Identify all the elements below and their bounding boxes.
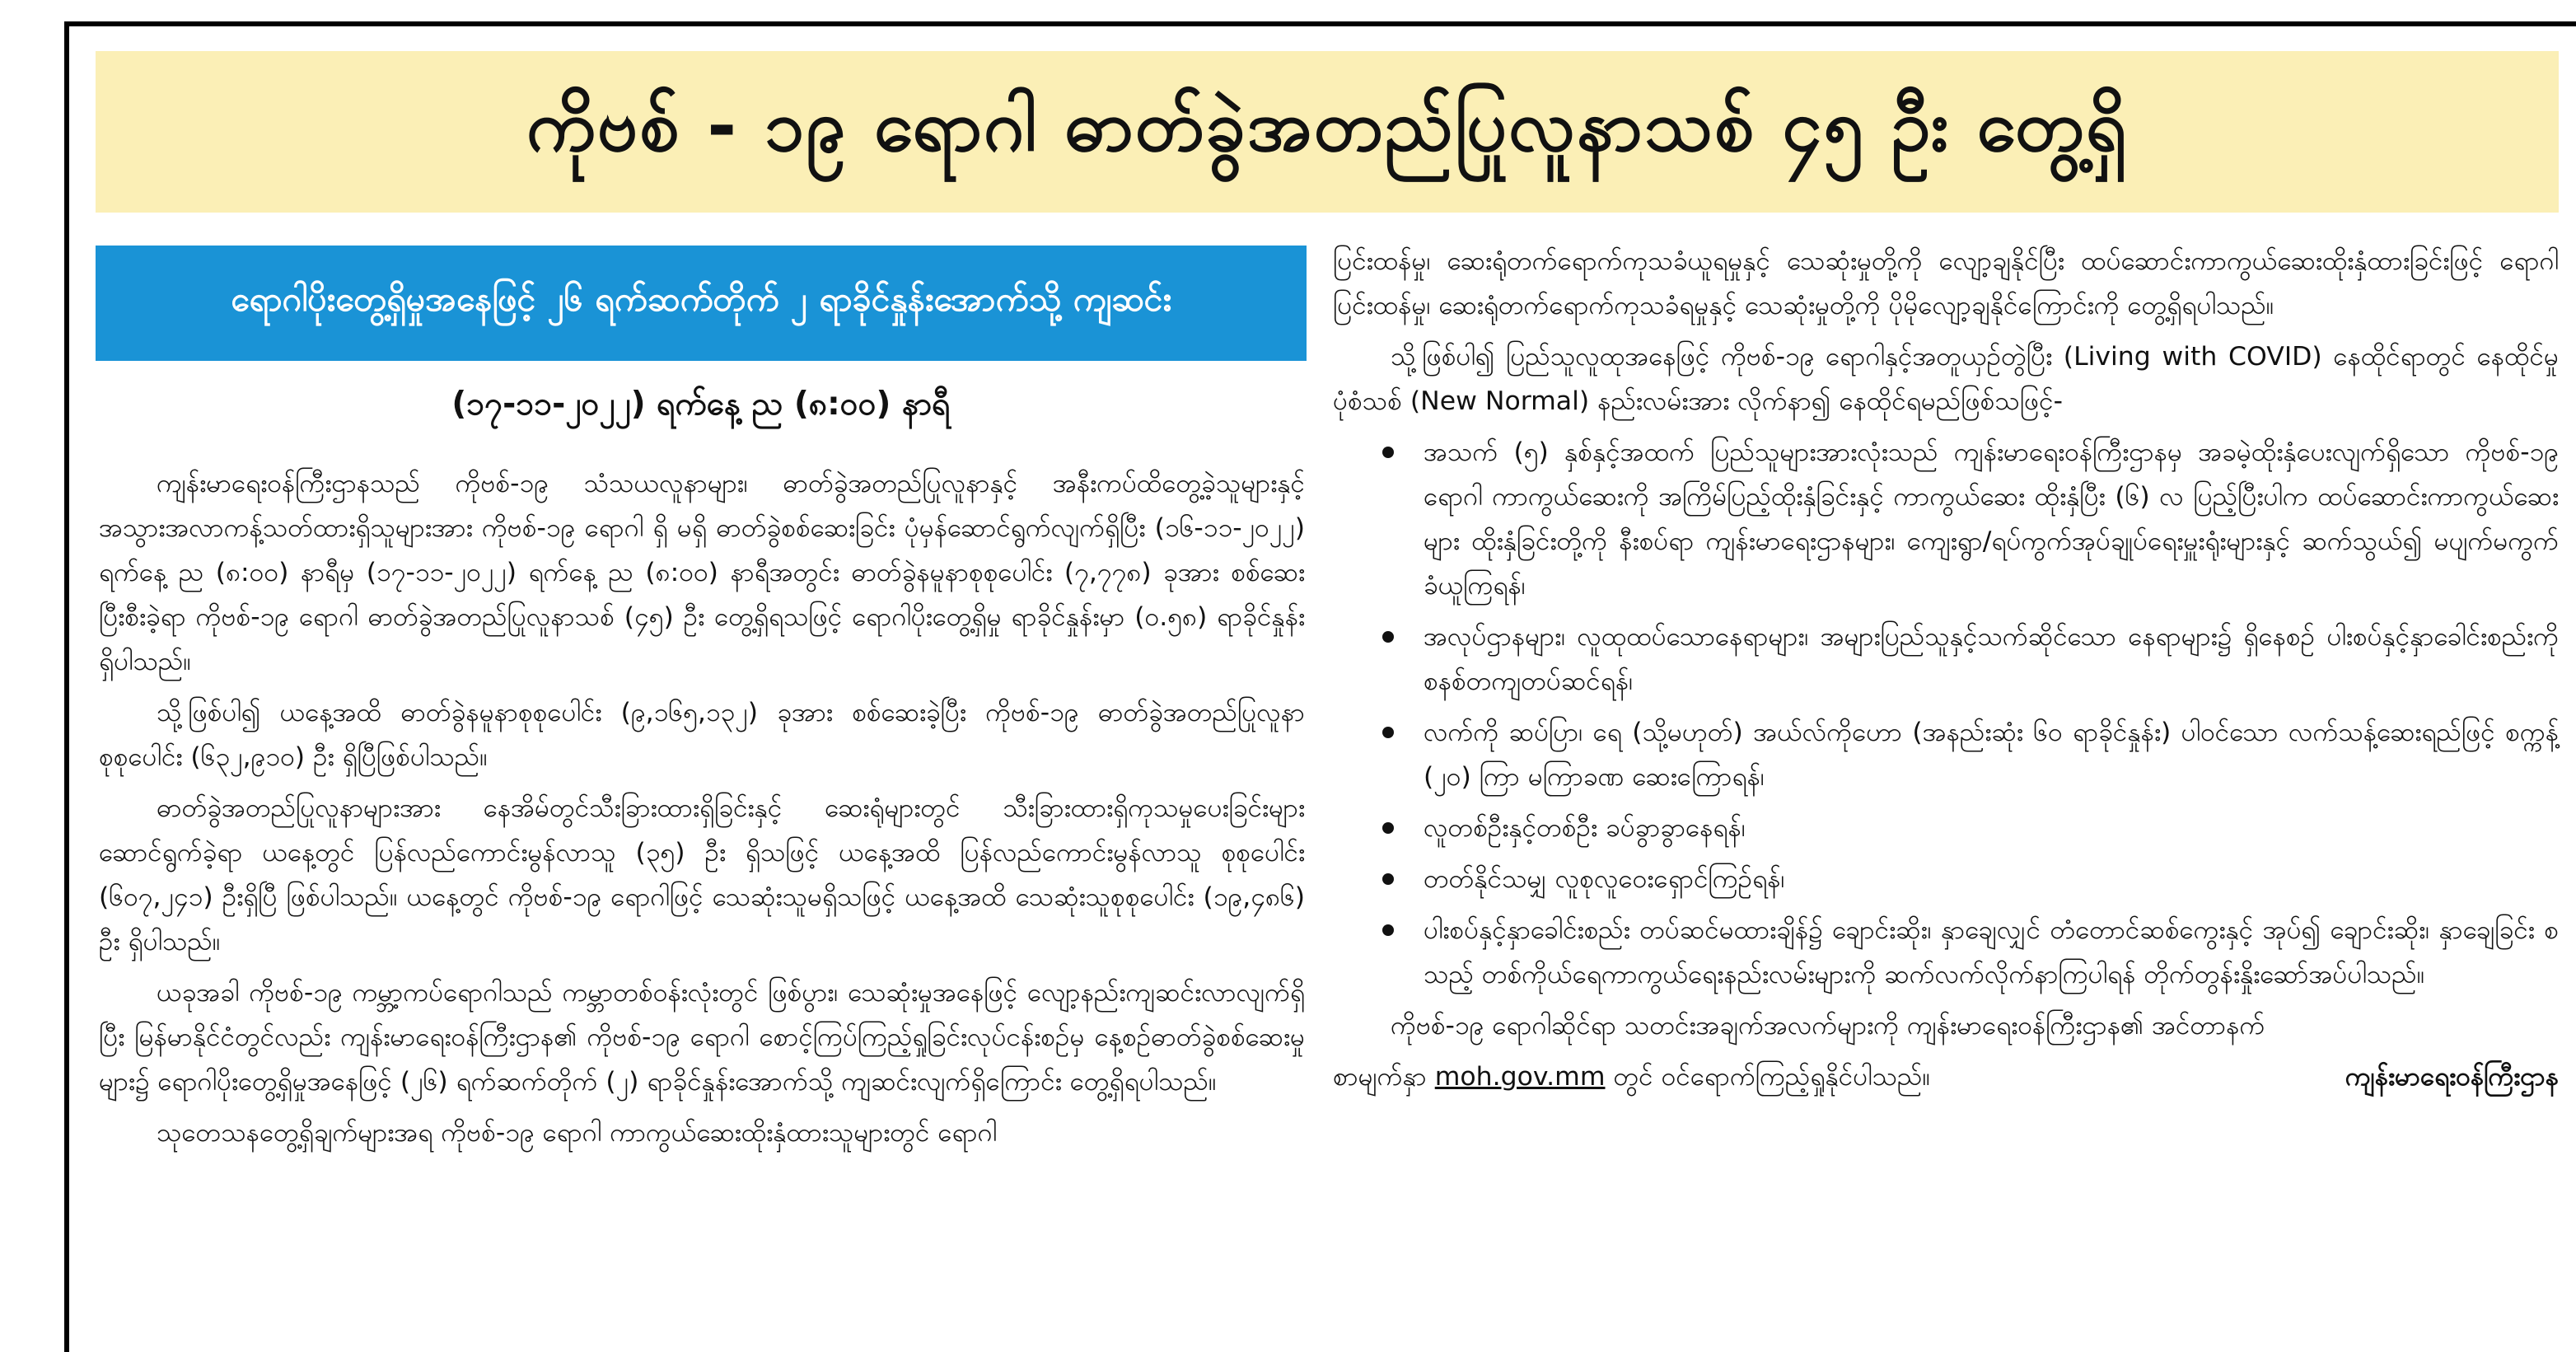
bullet-icon <box>1382 924 1394 936</box>
closing-post-text: တွင် ဝင်ရောက်ကြည့်ရှုနိုင်ပါသည်။ <box>1613 1062 1931 1092</box>
website-link[interactable]: moh.gov.mm <box>1434 1062 1606 1092</box>
list-item <box>1333 430 2559 608</box>
subheadline: ရောဂါပိုးတွေ့ရှိမှုအနေဖြင့် ၂၆ ရက်ဆက်တိုက် ၂ ရာခိုင်နှုန်းအောက်သို့ ကျဆင်း <box>231 279 1171 319</box>
bullet-icon <box>1382 727 1394 738</box>
list-item-text: အလုပ်ဌာနများ၊ လူထုထပ်သောနေရာများ၊ အများပြည်သူနှင့်သက်ဆိုင်သော နေရာများ၌ ရှိနေစဉ် ပါးစပ်နှင့်နှာခေါင်းစည်းကို စနစ်တကျတပ်ဆင်ရန်၊ <box>1424 622 2559 696</box>
dateline: (၁၇-၁၁-၂၀၂၂) ရက်နေ့ ည (၈:၀၀) နာရီ <box>451 386 951 423</box>
bullet-icon <box>1382 447 1394 458</box>
list-item-text: အသက် (၅) နှစ်နှင့်အထက် ပြည်သူများအားလုံးသည် ကျန်းမာရေးဝန်ကြီးဌာနမှ အခမဲ့ထိုးနှံပေးလျက်ရှိသော ကိုဗစ်-၁၉ ရောဂါ ကာကွယ်ဆေးကို အကြိမ်ပြည့်ထိုးနှံခြင်းနှင့် ကာကွယ်ဆေး ထိုးနှံပြီး (၆) လ ပြည့်ပြီးပါက ထပ်ဆောင်းကာကွယ်ဆေးများ ထိုးနှံခြင်းတို့ကို နီးစပ်ရာ ကျန်းမာရေးဌာနများ၊ ကျေးရွာ/ရပ်ကွက်အုပ်ချုပ်ရေးမှူးရုံးများနှင့် ဆက်သွယ်၍ မပျက်မကွက် ခံယူကြရန်၊ <box>1424 437 2559 601</box>
paragraph-closing: ကိုဗစ်-၁၉ ရောဂါဆိုင်ရာ သတင်းအချက်အလက်များကို ကျန်းမာရေးဝန်ကြီးဌာန၏ အင်တာနက် <box>1391 1011 2265 1041</box>
left-column <box>99 461 1305 1162</box>
paragraph-recoveries-deaths: ဓာတ်ခွဲအတည်ပြုလူနာများအား နေအိမ်တွင်သီးခြားထားရှိခြင်းနှင့် ဆေးရုံများတွင် သီးခြားထားရှိကုသမှုပေးခြင်းများ ဆောင်ရွက်ခဲ့ရာ ယနေ့တွင် ပြန်လည်ကောင်းမွန်လာသူ (၃၅) ဦး ရှိသဖြင့် ယနေ့အထိ ပြန်လည်ကောင်းမွန်လာသူ စုစုပေါင်း (၆၀၇,၂၄၁) ဦးရှိပြီ ဖြစ်ပါသည်။ ယနေ့တွင် ကိုဗစ်-၁၉ ရောဂါဖြင့် သေဆုံးသူမရှိသဖြင့် ယနေ့အထိ သေဆုံးသူစုစုပေါင်း (၁၉,၄၈၆) ဦး ရှိပါသည်။ <box>99 793 1305 957</box>
headline: ကိုဗစ် - ၁၉ ရောဂါ ဓာတ်ခွဲအတည်ပြုလူနာသစ် ၄၅ ဦး တွေ့ရှိ <box>526 84 2129 167</box>
paragraph-research-findings: သုတေသနတွေ့ရှိချက်များအရ ကိုဗစ်-၁၉ ရောဂါ ကာကွယ်ဆေးထိုးနှံထားသူများတွင် ရောဂါ <box>157 1118 998 1148</box>
paragraph-continuation: ပြင်းထန်မှု၊ ဆေးရုံတက်ရောက်ကုသခံယူရမှုနှင့် သေဆုံးမှုတို့ကို လျော့ချနိုင်ပြီး ထပ်ဆောင်းကာကွယ်ဆေးထိုးနှံထားခြင်းဖြင့် ရောဂါပြင်းထန်မှု၊ ဆေးရုံတက်ရောက်ကုသခံရမှုနှင့် သေဆုံးမှုတို့ကို ပိုမိုလျော့ချနိုင်ကြောင်းကို တွေ့ရှိရပါသည်။ <box>1333 246 2559 320</box>
list-item <box>1333 806 2559 850</box>
signature: ကျန်းမာရေးဝန်ကြီးဌာန <box>2345 1062 2559 1092</box>
paragraph-cumulative-cases: သို့ဖြစ်ပါ၍ ယနေ့အထိ ဓာတ်ခွဲနမူနာစုစုပေါင်း (၉,၁၆၅,၁၃၂) ခုအား စစ်ဆေးခဲ့ပြီး ကိုဗစ်-၁၉ ဓာတ်ခွဲအတည်ပြုလူနာ စုစုပေါင်း (၆၃၂,၉၁၀) ဦး ရှိပြီဖြစ်ပါသည်။ <box>99 698 1305 772</box>
paragraph-testing-results: ကျန်းမာရေးဝန်ကြီးဌာနသည် ကိုဗစ်-၁၉ သံသယလူနာများ၊ ဓာတ်ခွဲအတည်ပြုလူနာနှင့် အနီးကပ်ထိတွေ့ခဲ့သူများနှင့် အသွားအလာကန့်သတ်ထားရှိသူများအား ကိုဗစ်-၁၉ ရောဂါ ရှိ မရှိ ဓာတ်ခွဲစစ်ဆေးခြင်း ပုံမှန်ဆောင်ရွက်လျက်ရှိပြီး (၁၆-၁၁-၂၀၂၂) ရက်နေ့ ည (၈:၀၀) နာရီမှ (၁၇-၁၁-၂၀၂၂) ရက်နေ့ ည (၈:၀၀) နာရီအတွင်း ဓာတ်ခွဲနမူနာစုစုပေါင်း (၇,၇၇၈) ခုအား စစ်ဆေးပြီးစီးခဲ့ရာ ကိုဗစ်-၁၉ ရောဂါ ဓာတ်ခွဲအတည်ပြုလူနာသစ် (၄၅) ဦး တွေ့ရှိရသဖြင့် ရောဂါပိုးတွေ့ရှိမှု ရာခိုင်နှုန်းမှာ (၀.၅၈) ရာခိုင်နှုန်း ရှိပါသည်။ <box>99 469 1305 676</box>
paragraph-global-trend: ယခုအခါ ကိုဗစ်-၁၉ ကမ္ဘာ့ကပ်ရောဂါသည် ကမ္ဘာတစ်ဝန်းလုံးတွင် ဖြစ်ပွား၊ သေဆုံးမှုအနေဖြင့် လျော့နည်းကျဆင်းလာလျက်ရှိပြီး မြန်မာနိုင်ငံတွင်လည်း ကျန်းမာရေးဝန်ကြီးဌာန၏ ကိုဗစ်-၁၉ ရောဂါ စောင့်ကြပ်ကြည့်ရှုခြင်းလုပ်ငန်းစဉ်မှ နေ့စဉ်ဓာတ်ခွဲစစ်ဆေးမှုများ၌ ရောဂါပိုးတွေ့ရှိမှုအနေဖြင့် (၂၆) ရက်ဆက်တိုက် (၂) ရာခိုင်နှုန်းအောက်သို့ ကျဆင်းလျက်ရှိကြောင်း တွေ့ရှိရပါသည်။ <box>99 978 1305 1097</box>
subheadline-box <box>96 246 1307 361</box>
list-item <box>1333 908 2559 997</box>
list-item <box>1333 710 2559 799</box>
bullet-icon <box>1382 873 1394 885</box>
signoff-line <box>1333 1055 2559 1099</box>
list-item-text: တတ်နိုင်သမျှ လူစုလူဝေးရှောင်ကြဉ်ရန်၊ <box>1424 864 1785 894</box>
guidance-list <box>1333 430 2559 997</box>
closing-sentence <box>1333 1055 1930 1099</box>
right-column <box>1333 239 2559 1099</box>
list-item-text: လူတစ်ဦးနှင့်တစ်ဦး ခပ်ခွာခွာနေရန်၊ <box>1424 813 1746 843</box>
list-item-text: ပါးစပ်နှင့်နှာခေါင်းစည်း တပ်ဆင်မထားချိန်၌ ချောင်းဆိုး၊ နှာချေလျှင် တံတောင်ဆစ်ကွေးနှင့် အုပ်၍ ချောင်းဆိုး၊ နှာချေခြင်း စသည့် တစ်ကိုယ်ရေကာကွယ်ရေးနည်းလမ်းများကို ဆက်လက်လိုက်နာကြပါရန် တိုက်တွန်းနှိုးဆော်အပ်ပါသည်။ <box>1424 915 2559 989</box>
headline-banner <box>96 51 2559 213</box>
list-item-text: လက်ကို ဆပ်ပြာ၊ ရေ (သို့မဟုတ်) အယ်လ်ကိုဟော (အနည်းဆုံး ၆၀ ရာခိုင်နှုန်း) ပါဝင်သော လက်သန့်ဆေးရည်ဖြင့် စက္ကန့် (၂၀) ကြာ မကြာခဏ ဆေးကြောရန်၊ <box>1424 718 2559 792</box>
bullet-icon <box>1382 631 1394 643</box>
closing-pre-text: စာမျက်နှာ <box>1333 1062 1427 1092</box>
list-item <box>1333 857 2559 901</box>
bullet-icon <box>1382 822 1394 834</box>
list-item <box>1333 615 2559 704</box>
paragraph-new-normal: သို့ဖြစ်ပါ၍ ပြည်သူလူထုအနေဖြင့် ကိုဗစ်-၁၉ ရောဂါနှင့်အတူယှဉ်တွဲပြီး (Living with COVID) နေထိုင်ရာတွင် နေထိုင်မှုပုံစံသစ် (New Normal) နည်းလမ်းအား လိုက်နာ၍ နေထိုင်ရမည်ဖြစ်သဖြင့်- <box>1333 342 2559 416</box>
